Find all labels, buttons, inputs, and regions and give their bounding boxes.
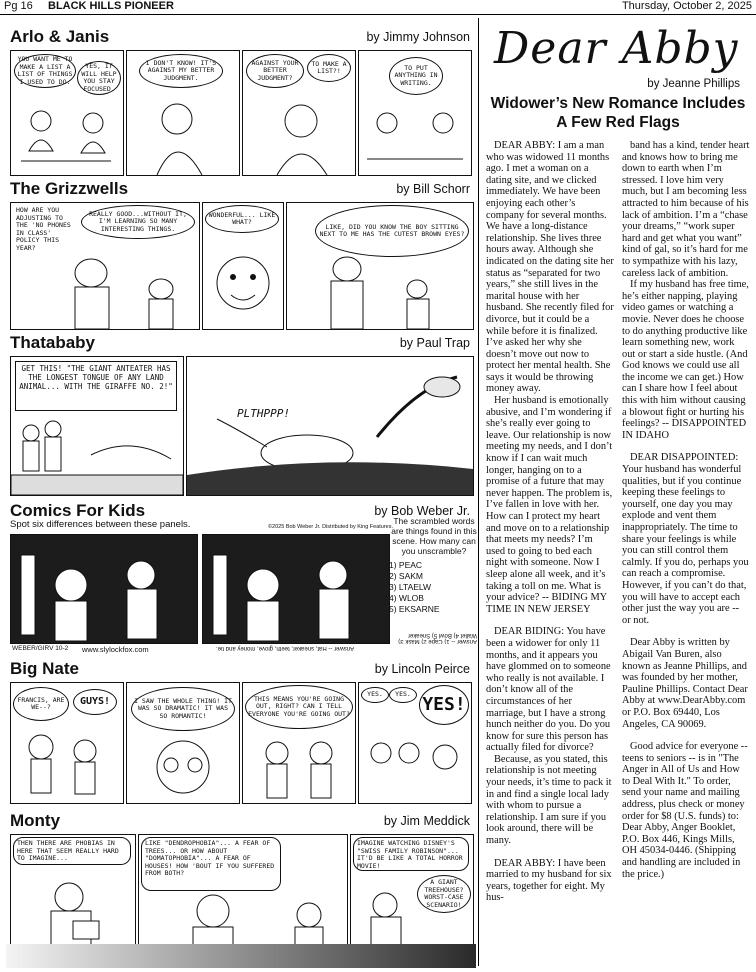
website: www.slylockfox.com bbox=[82, 645, 149, 654]
panel bbox=[126, 682, 240, 804]
panel bbox=[286, 202, 474, 330]
strip-panels bbox=[10, 834, 472, 960]
speech-bubble: AGAINST YOUR BETTER JUDGMENT? bbox=[246, 54, 304, 88]
strip-title: The Grizzwells bbox=[10, 179, 129, 198]
speech-bubble: YES. bbox=[389, 687, 417, 703]
panel bbox=[242, 50, 356, 176]
paragraph: Because, as you stated, this relationship is not meeting your needs, it’s time to pack it in and find a single local lady with whom to pursue a relationship. I am sure if you look around, there will be many. bbox=[486, 753, 612, 847]
speech-bubble: I SAW THE WHOLE THING! IT WAS SO DRAMATIC! IT WAS SO ROMANTIC! bbox=[131, 687, 235, 731]
speech-text: HOW ARE YOU ADJUSTING TO THE 'NO PHONES IN CLASS' POLICY THIS YEAR? bbox=[13, 205, 75, 279]
scramble-word: 2) SAKM bbox=[389, 571, 424, 581]
column-divider bbox=[478, 18, 479, 966]
scramble-word: 4) WLOB bbox=[389, 593, 424, 603]
strip-author: by Bill Schorr bbox=[396, 182, 470, 196]
puzzle-panel-left bbox=[10, 534, 198, 644]
artist-signature: WEBER/GIRV 10-2 bbox=[12, 645, 69, 652]
strip-title: Comics For Kids bbox=[10, 501, 146, 520]
speech-bubble: TO PUT ANYTHING IN WRITING. bbox=[389, 57, 443, 95]
panel bbox=[10, 682, 124, 804]
scramble-word: 5) EKSARNE bbox=[389, 604, 440, 614]
paragraph: DEAR BIDING: You have been a widower for only 11 months, and it appears you have glommed on to someone who really is not available. I don’t know all of the circumstances of her marriage, but I have a strong hunch neither do you. Do you know for sure this person has actually filed for divorce? bbox=[486, 626, 611, 754]
page-header bbox=[0, 0, 756, 15]
speech-bubble: TO MAKE A LIST?! bbox=[307, 54, 351, 82]
speech-bubble: THIS MEANS YOU'RE GOING OUT, RIGHT? CAN I TELL EVERYONE YOU'RE GOING OUT? bbox=[245, 685, 353, 729]
strip-thatababy bbox=[6, 334, 476, 500]
panel bbox=[138, 834, 348, 960]
strip-grizzwells bbox=[6, 180, 476, 332]
speech-bubble: FRANCIS, ARE WE--? bbox=[13, 687, 69, 721]
bear-face-drawing bbox=[203, 239, 283, 329]
scramble-intro: The scrambled words are things found in this scene. How many can you unscramble? bbox=[391, 516, 477, 556]
kids-drawing bbox=[11, 725, 123, 803]
scramble-word: 1) PEAC bbox=[389, 560, 423, 570]
caption-box: GET THIS! "THE GIANT ANTEATER HAS THE LONGEST TONGUE OF ANY LAND ANIMAL... WITH THE GIRAFFE NO. 2!" bbox=[15, 361, 177, 411]
speech-bubble: YES, IT WILL HELP YOU STAY FOCUSED. bbox=[77, 61, 121, 95]
bottom-shade-bar bbox=[6, 944, 476, 968]
page-number: Pg 16 bbox=[4, 0, 33, 12]
paragraph: Dear Abby is written by Abigail Van Buren, also known as Jeanne Phillips, and was founded by her mother, Pauline Phillips. Contact Dear Abby at www.DearAbby.com or P.O. Box 69440, Los Angeles, CA 90069. bbox=[622, 637, 748, 730]
headline: Widower’s New Romance Includes A Few Red Flags bbox=[490, 95, 746, 131]
strip-title: Thatababy bbox=[10, 333, 96, 352]
speech-bubble: YES. bbox=[361, 687, 389, 703]
strip-comics-for-kids bbox=[6, 502, 476, 658]
article-column-2 bbox=[622, 140, 750, 880]
speech-bubble: A GIANT TREEHOUSE? WORST-CASE SCENARIO! bbox=[417, 875, 471, 913]
strip-big-nate bbox=[6, 660, 476, 808]
issue-date: Thursday, October 2, 2025 bbox=[621, 0, 752, 12]
pirates-scene-drawing bbox=[11, 535, 197, 643]
anteater-giraffe-drawing bbox=[187, 357, 473, 495]
panel bbox=[10, 356, 184, 496]
sound-effect: PLTHPPP! bbox=[237, 407, 290, 420]
strip-title: Monty bbox=[10, 811, 61, 830]
scramble-word: 3) LTAELW bbox=[389, 582, 432, 592]
panel bbox=[186, 356, 474, 496]
janis-drawing bbox=[127, 89, 239, 175]
strip-panels bbox=[10, 50, 472, 178]
upside-down-answer: Answer -- 1) Cape 2) Mask 3) Wallet 4) Bowl 5) Sneaker bbox=[398, 632, 477, 644]
speech-bubble: I DON'T KNOW! IT'S AGAINST MY BETTER JUDGMENT. bbox=[139, 54, 223, 88]
speech-bubble: WONDERFUL... LIKE WHAT? bbox=[205, 205, 279, 233]
bears-drawing bbox=[287, 249, 473, 329]
panel bbox=[126, 50, 240, 176]
strip-author: by Bob Weber Jr. bbox=[374, 504, 470, 518]
paragraph: band has a kind, tender heart and knows how to bring me down to earth when I’m stressed. I love him very much, but I am becoming less attracted to him because of his lack of ambition. I’m a “chase your dreams,” “work super hard and get what you want” kind of gal, so it’s hard for me to sympathize with his lazy, careless lack of ambition. bbox=[622, 140, 750, 279]
strip-panels bbox=[10, 202, 472, 330]
girl-glasses-drawing bbox=[127, 733, 239, 803]
panel bbox=[358, 682, 472, 804]
panel bbox=[10, 50, 124, 176]
panel bbox=[202, 202, 284, 330]
paragraph: DEAR ABBY: I am a man who was widowed 11 months ago. I met a woman on a dating site, and we clicked immediately. We have been enjoying each other’s company for several months. We have a long-distance relationship. She lives three hours away. Although she indicated on the dating site her status as “separated for two years,” she still lives in the marital house with her husband. She recently filed for divorce, but it could be a while before it is finalized. I’ve asked her why she doesn’t move out now to protect her mental health. She says it would be throwing money away. bbox=[486, 140, 614, 395]
puzzle-instructions: Spot six differences between these panels. bbox=[10, 519, 191, 530]
strip-author: by Paul Trap bbox=[399, 336, 470, 350]
speech-bubble: GUYS! bbox=[73, 689, 117, 715]
article-column-1 bbox=[486, 140, 614, 904]
strip-author: by Jimmy Johnson bbox=[366, 30, 470, 44]
panel bbox=[10, 202, 200, 330]
word-scramble bbox=[389, 516, 479, 615]
puzzle-panel-right bbox=[202, 534, 390, 644]
janis-drawing bbox=[243, 89, 355, 175]
column-logo: Dear Abby bbox=[494, 23, 739, 74]
strip-title: Arlo & Janis bbox=[10, 27, 110, 46]
strip-title: Big Nate bbox=[10, 659, 79, 678]
kids-drawing bbox=[359, 731, 471, 803]
panel bbox=[358, 50, 472, 176]
paper-name: BLACK HILLS PIONEER bbox=[48, 0, 174, 12]
paragraph: If my husband has free time, he’s either napping, playing video games or watching a movie. Never does he choose to do anything productive like learn something new, work out or start a side hustle. (And God knows we could use all the income we can get.) How can I share how I feel about this with him without causing a blowout fight or hurting his feelings? -- DISAPPOINTED IN IDAHO bbox=[622, 279, 749, 441]
speech-bubble: REALLY GOOD...WITHOUT IT, I'M LEARNING SO MANY INTERESTING THINGS. bbox=[81, 205, 195, 239]
paragraph: Good advice for everyone -- teens to seniors -- is in "The Anger in All of Us and How to Deal With It." To order, send your name and mailing address, plus check or money order for $8 (U.S. funds) to: Dear Abby, Anger Booklet, P.O. Box 446, Kings Mills, OH 45034-0446. (Shipping and handling are included in the price.) bbox=[622, 741, 748, 880]
strip-arlo-janis bbox=[6, 28, 476, 178]
panel bbox=[350, 834, 474, 960]
pirates-scene-drawing bbox=[203, 535, 389, 643]
bears-drawing bbox=[51, 243, 199, 329]
paragraph: Her husband is emotionally abusive, and I’m wondering if she’s really ever going to leave. Our relationship is now meeting my needs, and I don’t know if I can wait much longer, hanging on to a promise of a future that may never happen. The problem is, I’ve fallen in love with her. How can I protect my heart and move on to a relationship that meets my needs? I’m used to going to bed each night with someone. Now I sleep alone all week, and it’s taking a toll on me. What is your advice? -- BIDING MY TIME IN NEW JERSEY bbox=[486, 395, 613, 615]
strip-monty bbox=[6, 812, 476, 962]
speech-bubble: THEN THERE ARE PHOBIAS IN HERE THAT SEEM REALLY HARD TO IMAGINE... bbox=[13, 837, 131, 865]
speech-bubble: IMAGINE WATCHING DISNEY'S "SWISS FAMILY ROBINSON"... IT'D BE LIKE A TOTAL HORROR MOVIE! bbox=[353, 837, 469, 871]
strip-author: by Lincoln Peirce bbox=[374, 662, 470, 676]
family-anteater-drawing bbox=[11, 415, 183, 495]
panel bbox=[10, 834, 136, 960]
speech-bubble: LIKE, DID YOU KNOW THE BOY SITTING NEXT TO ME HAS THE CUTEST BROWN EYES? bbox=[315, 205, 469, 257]
kids-drawing bbox=[243, 731, 355, 803]
upside-down-answer: Answer -- Hat, sneaker, teeth, glove, money and tie. bbox=[216, 645, 355, 651]
strip-author: by Jim Meddick bbox=[383, 814, 470, 828]
paragraph: DEAR DISAPPOINTED: Your husband has wonderful qualities, but if you continue keeping these feelings to yourself, one day you may explode and vent them inappropriately. The time to share your feelings is while you can still control them calmly. If you do, perhaps you can reach a compromise. However, if you can’t do that, you will have to accept each other just the way you are -- or not. bbox=[622, 452, 749, 626]
copyright: ©2025 Bob Weber Jr. Distributed by King Features. bbox=[268, 524, 394, 530]
strip-panels bbox=[10, 356, 472, 496]
speech-bubble: YOU WANT ME TO MAKE A LIST A LIST OF THINGS I USED TO DO. bbox=[14, 54, 76, 88]
strip-panels bbox=[10, 682, 472, 806]
byline: by Jeanne Phillips bbox=[647, 78, 740, 90]
arlo-janis-drawing bbox=[11, 91, 123, 175]
panel bbox=[242, 682, 356, 804]
speech-bubble: LIKE "DENDROPHOBIA"... A FEAR OF TREES... OR HOW ABOUT "DOMATOPHOBIA"... A FEAR OF HOUSES! HOW 'BOUT IF YOU SUFFERED FROM BOTH? bbox=[141, 837, 281, 891]
speech-bubble: YES! bbox=[419, 685, 469, 725]
arlo-janis-drawing bbox=[359, 99, 471, 175]
paragraph: DEAR ABBY: I have been married to my husband for six years, together for eight. My hus- bbox=[486, 857, 612, 904]
